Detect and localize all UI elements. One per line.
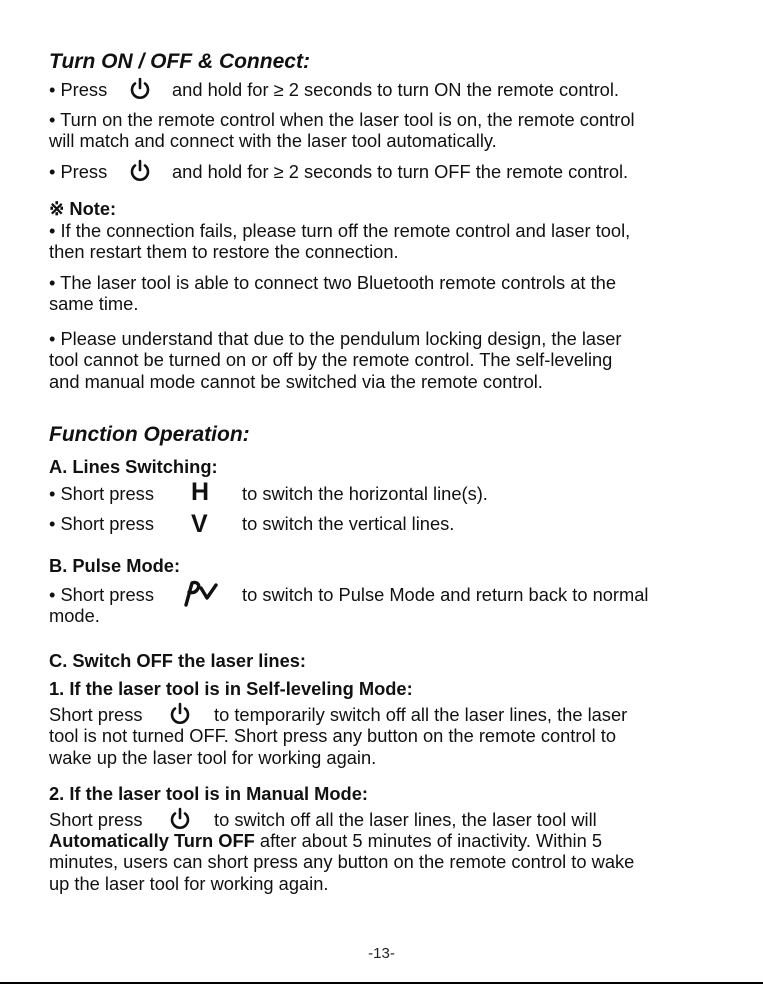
paragraph-short-press-v-start: • Short press	[49, 513, 154, 534]
paragraph-line: wake up the laser tool for working again.	[49, 747, 377, 768]
paragraph-short-press-power-start: Short press	[49, 809, 143, 830]
section-heading-function-operation: Function Operation:	[49, 423, 250, 446]
paragraph-line: same time.	[49, 293, 139, 314]
paragraph-short-press-power-end: to temporarily switch off all the laser lines, the laser	[214, 704, 628, 725]
pulse-icon	[181, 579, 219, 607]
paragraph-line: and manual mode cannot be switched via the remote control.	[49, 371, 543, 392]
power-icon	[168, 702, 192, 726]
subheading-self-leveling: 1. If the laser tool is in Self-leveling Mode:	[49, 678, 413, 699]
paragraph-short-press-pulse-start: • Short press	[49, 584, 154, 605]
paragraph-line: will match and connect with the laser tool automatically.	[49, 130, 497, 151]
paragraph-short-press-h-end: to switch the horizontal line(s).	[242, 483, 488, 504]
auto-off-emphasis: Automatically Turn OFF	[49, 830, 255, 851]
auto-off-rest: after about 5 minutes of inactivity. Within 5	[254, 830, 603, 851]
power-icon	[168, 807, 192, 831]
paragraph-line: • Please understand that due to the pendulum locking design, the laser	[49, 328, 622, 349]
subheading-switch-off-lines: C. Switch OFF the laser lines:	[49, 650, 307, 671]
paragraph-press-on-end: and hold for ≥ 2 seconds to turn ON the remote control.	[172, 79, 619, 100]
paragraph-short-press-pulse-end: to switch to Pulse Mode and return back to normal	[242, 584, 649, 605]
paragraph-press-off-start: • Press	[49, 161, 108, 182]
paragraph-line: tool cannot be turned on or off by the remote control. The self-leveling	[49, 349, 613, 370]
note-heading: ※ Note:	[49, 198, 117, 219]
paragraph-short-press-v-end: to switch the vertical lines.	[242, 513, 455, 534]
paragraph-short-press-power-start: Short press	[49, 704, 143, 725]
paragraph-short-press-power-end: to switch off all the laser lines, the laser tool will	[214, 809, 597, 830]
power-icon	[128, 159, 152, 183]
paragraph-short-press-h-start: • Short press	[49, 483, 154, 504]
power-icon	[128, 77, 152, 101]
paragraph-line: mode.	[49, 605, 100, 626]
paragraph-line: • The laser tool is able to connect two Bluetooth remote controls at the	[49, 272, 617, 293]
paragraph-line: then restart them to restore the connection.	[49, 241, 399, 262]
paragraph-line: • Turn on the remote control when the laser tool is on, the remote control	[49, 109, 635, 130]
subheading-pulse-mode: B. Pulse Mode:	[49, 555, 181, 576]
v-key-glyph: V	[191, 510, 208, 538]
subheading-lines-switching: A. Lines Switching:	[49, 456, 218, 477]
paragraph-line: up the laser tool for working again.	[49, 873, 329, 894]
section-heading-turn-on-off: Turn ON / OFF & Connect:	[49, 50, 310, 73]
h-key-glyph: H	[191, 478, 210, 506]
paragraph-line: • If the connection fails, please turn off the remote control and laser tool,	[49, 220, 631, 241]
paragraph-auto-off-line	[49, 830, 602, 852]
paragraph-line: tool is not turned OFF. Short press any button on the remote control to	[49, 725, 617, 746]
subheading-manual-mode: 2. If the laser tool is in Manual Mode:	[49, 783, 368, 804]
paragraph-press-off-end: and hold for ≥ 2 seconds to turn OFF the remote control.	[172, 161, 629, 182]
page-number: -13-	[368, 945, 395, 962]
paragraph-line: minutes, users can short press any button on the remote control to wake	[49, 851, 635, 872]
paragraph-press-on-start: • Press	[49, 79, 108, 100]
